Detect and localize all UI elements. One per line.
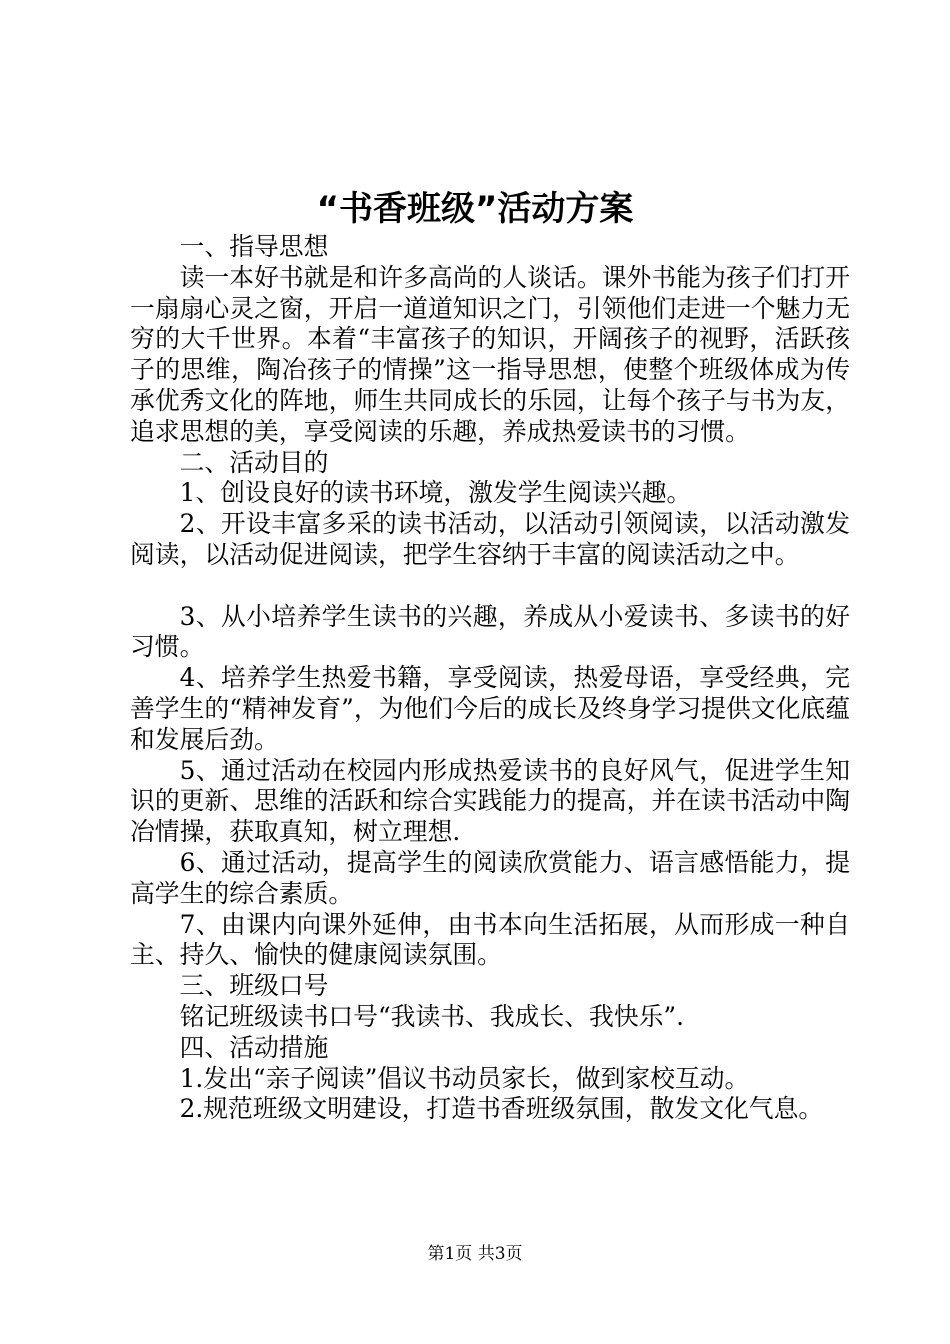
section-heading-class-slogan: 三、班级口号 xyxy=(179,971,329,1001)
section-heading-activity-measures: 四、活动措施 xyxy=(179,1032,329,1062)
page-number-footer: 第1页 共3页 xyxy=(427,1244,523,1264)
blank-line xyxy=(130,571,850,602)
paragraph-goal-3: 3、从小培养学生读书的兴趣，养成从小爱读书、多读书的好习惯。 xyxy=(130,601,850,662)
section-heading-guiding-thought: 一、指导思想 xyxy=(179,232,329,261)
paragraph-goal-5: 5、通过活动在校园内形成热爱读书的良好风气，促进学生知识的更新、思维的活跃和综合实践能力的提高，并在读书活动中陶冶情操，获取真知，树立理想. xyxy=(130,755,850,847)
paragraph-measure-2: 2.规范班级文明建设，打造书香班级氛围，散发文化气息。 xyxy=(179,1094,824,1124)
paragraph-goal-2: 2、开设丰富多采的读书活动，以活动引领阅读，以活动激发阅读，以活动促进阅读，把学生容纳于丰富的阅读活动之中。 xyxy=(130,509,850,569)
paragraph-class-slogan: 铭记班级读书口号“我读书、我成长、我快乐”. xyxy=(179,1001,684,1031)
paragraph-goal-7: 7、由课内向课外延伸，由书本向生活拓展，从而形成一种自主、持久、愉快的健康阅读氛围。 xyxy=(130,909,850,970)
paragraph-goal-6: 6、通过活动，提高学生的阅读欣赏能力、语言感悟能力，提高学生的综合素质。 xyxy=(130,847,850,908)
document-title: “书香班级”活动方案 xyxy=(316,189,634,229)
paragraph-goal-4: 4、培养学生热爱书籍，享受阅读，热爱母语，享受经典，完善学生的“精神发育”，为他们今后的成长及终身学习提供文化底蕴和发展后劲。 xyxy=(130,663,850,754)
document-body xyxy=(130,232,850,1125)
section-heading-activity-goals: 二、活动目的 xyxy=(179,447,329,477)
paragraph-guiding-thought: 读一本好书就是和许多高尚的人谈话。课外书能为孩子们打开一扇扇心灵之窗，开启一道道知识之门，引领他们走进一个魅力无穷的大千世界。本着“丰富孩子的知识，开阔孩子的视野，活跃孩子的思维，陶冶孩子的情操”这一指导思想，使整个班级体成为传承优秀文化的阵地，师生共同成长的乐园，让每个孩子与书为友，追求思想的美，享受阅读的乐趣，养成热爱读书的习惯。 xyxy=(130,262,850,446)
paragraph-measure-1: 1.发出“亲子阅读”倡议书动员家长，做到家校互动。 xyxy=(179,1063,750,1093)
paragraph-goal-1: 1、创设良好的读书环境，激发学生阅读兴趣。 xyxy=(179,478,692,508)
